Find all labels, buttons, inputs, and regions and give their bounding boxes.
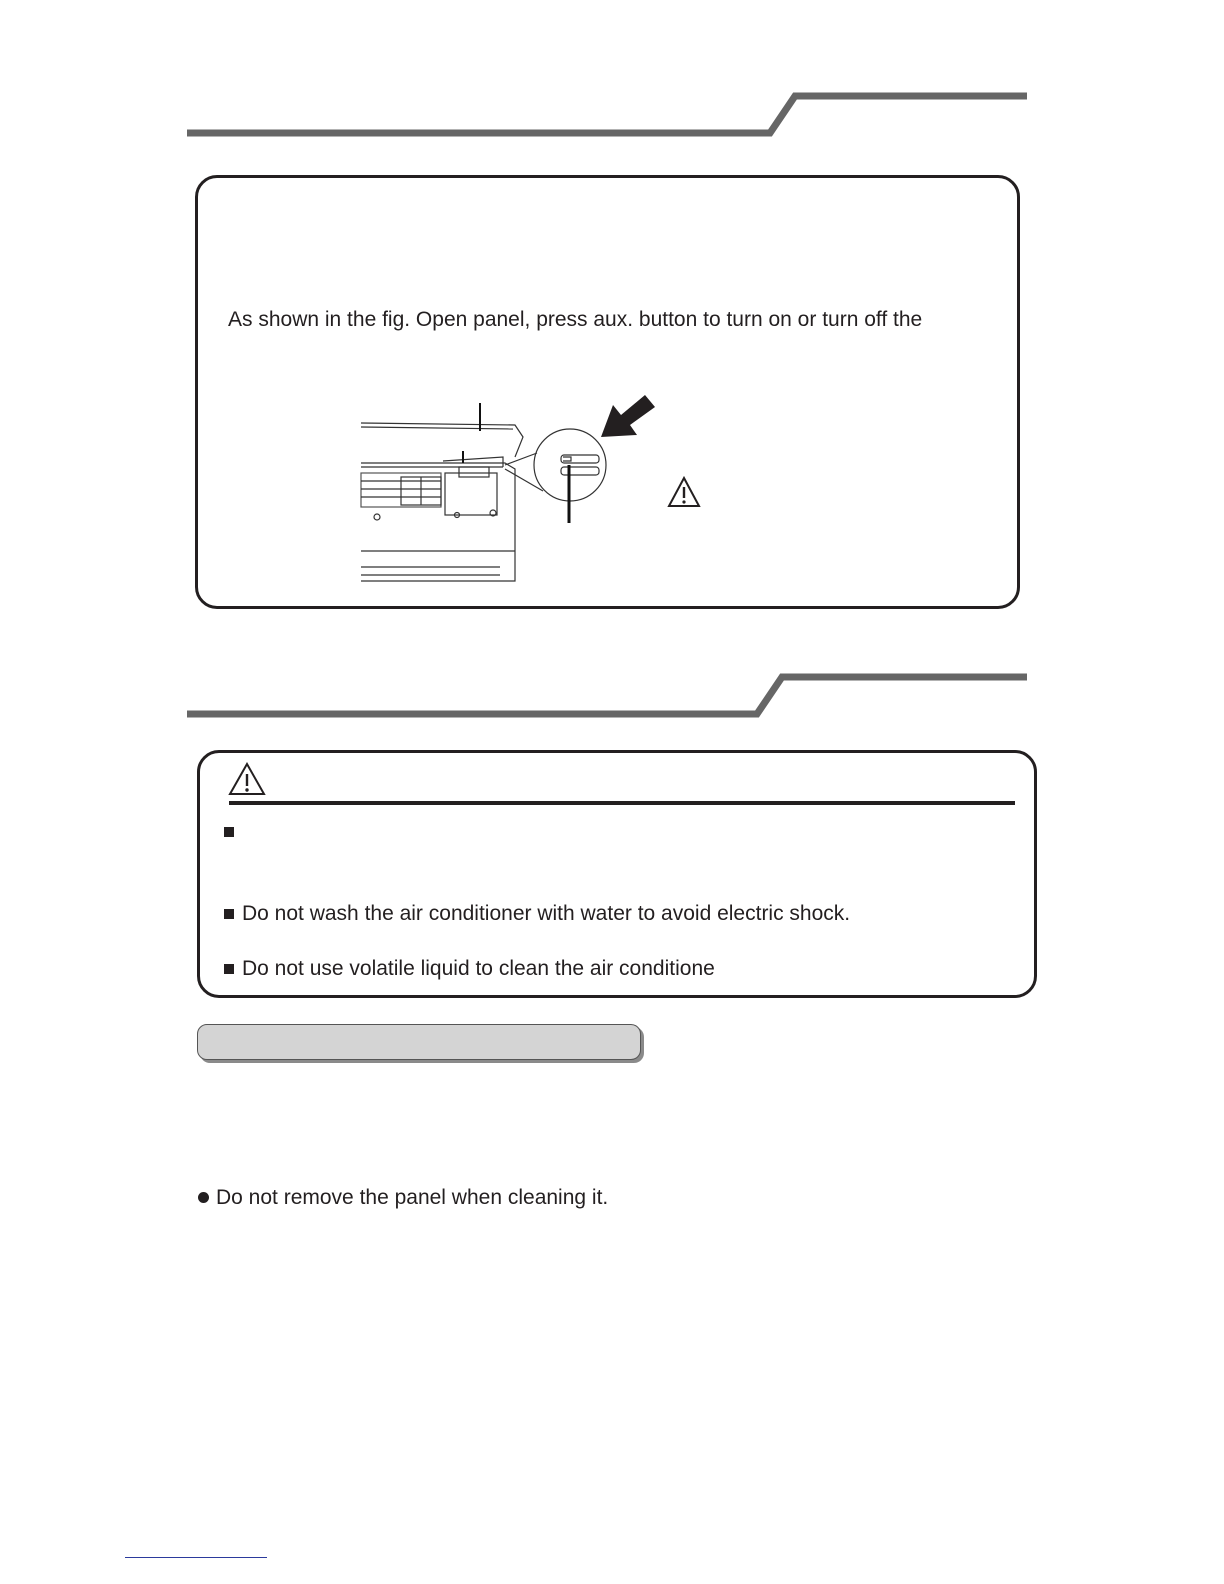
aux-button-instruction: As shown in the fig. Open panel, press aux. button to turn on or turn off the bbox=[228, 308, 923, 331]
pointer-arrow-icon bbox=[601, 395, 655, 437]
caution-bullet-2-text: Do not wash the air conditioner with water to avoid electric shock. bbox=[242, 902, 851, 925]
caution-warning-icon bbox=[228, 762, 266, 796]
caution-bullet-3-text: Do not use volatile liquid to clean the air conditione bbox=[242, 957, 715, 980]
panel-bullet-marker bbox=[198, 1192, 209, 1203]
subsection-heading-pill bbox=[197, 1024, 641, 1060]
warning-triangle-icon bbox=[667, 476, 701, 508]
caution-bullet-2-marker bbox=[224, 909, 234, 919]
panel-bullet-text: Do not remove the panel when cleaning it. bbox=[216, 1186, 609, 1209]
indoor-unit-illustration bbox=[355, 385, 675, 590]
caution-underline bbox=[229, 801, 1015, 805]
caution-bullet-3-marker bbox=[224, 964, 234, 974]
footer-line bbox=[125, 1557, 267, 1558]
caution-bullet-1-marker bbox=[224, 827, 234, 837]
